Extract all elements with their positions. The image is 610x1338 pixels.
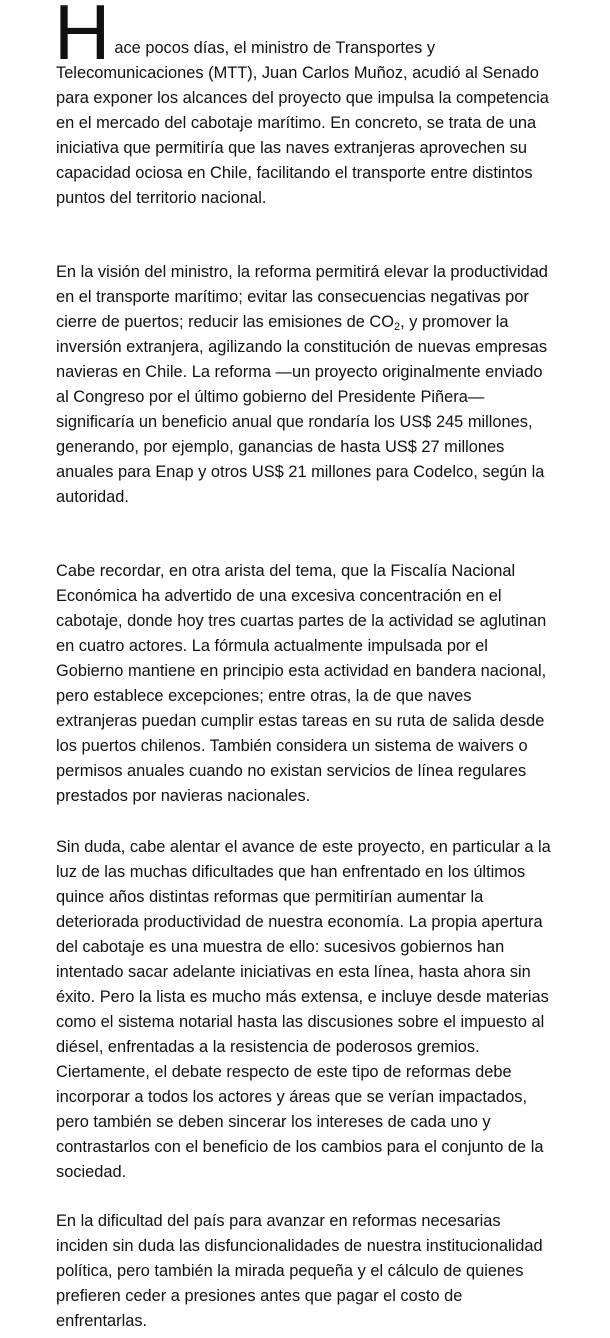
paragraph-3: Cabe recordar, en otra arista del tema, que la Fiscalía Nacional Económica ha advertido de una excesiva concentración en el cabotaje, donde hoy tres cuartas partes de la actividad se aglutinan en cuatro actores. La fórmula actualmente impulsada por el Gobierno mantiene en principio esta actividad en bandera nacional, pero establece excepciones; entre otras, la de que naves extranjeras puedan cumplir estas tareas en su ruta de salida desde los puertos chilenos. También considera un sistema de waivers o permisos anuales cuando no existan servicios de línea regulares prestados por navieras nacionales. xyxy=(56,562,547,805)
paragraph-5: En la dificultad del país para avanzar en reformas necesarias inciden sin duda las disfuncionalidades de nuestra institucionalidad política, pero también la mirada pequeña y el cálculo de quienes prefieren ceder a presiones antes que pagar el costo de enfrentarlas. xyxy=(56,1212,543,1330)
paragraph-2-text-a: En la visión del ministro, la reforma permitirá elevar la productividad en el transporte marítimo; evitar las consecuencias negativas por cierre de puertos; reducir las emisiones de CO xyxy=(56,263,548,331)
paragraph-2-text-b: , y promover la inversión extranjera, agilizando la constitución de nuevas empresas navieras en Chile. La reforma —un proyecto originalmente enviado al Congreso por el último gobierno del Presidente Piñera— significaría un beneficio anual que rondaría los US$ 245 millones, generando, por ejemplo, ganancias de hasta US$ 27 millones anuales para Enap y otros US$ 21 millones para Codelco, según la autoridad. xyxy=(56,313,548,506)
paragraph-2 xyxy=(56,260,556,510)
drop-cap: H xyxy=(54,0,111,76)
paragraph-1 xyxy=(54,0,556,211)
paragraph-4: Sin duda, cabe alentar el avance de este proyecto, en particular a la luz de las muchas dificultades que han enfrentado en los últimos quince años distintas reformas que permitirían aumentar la deteriorada productividad de nuestra economía. La propia apertura del cabotaje es una muestra de ello: sucesivos gobiernos han intentado sacar adelante iniciativas en esta línea, hasta ahora sin éxito. Pero la lista es mucho más extensa, e incluye desde materias como el sistema notarial hasta las discusiones sobre el impuesto al diésel, enfrentadas a la resistencia de poderosos gremios. Ciertamente, el debate respecto de este tipo de reformas debe incorporar a todos los actores y áreas que se verían impactados, pero también se deben sincerar los intereses de cada uno y contrastarlos con el beneficio de los cambios para el conjunto de la sociedad. xyxy=(56,838,551,1181)
co2-subscript: 2 xyxy=(393,321,401,333)
paragraph-1-text: ace pocos días, el ministro de Transportes y Telecomunicaciones (MTT), Juan Carlos Muñoz, acudió al Senado para exponer los alcances del proyecto que impulsa la competencia en el mercado del cabotaje marítimo. En concreto, se trata de una iniciativa que permitiría que las naves extranjeras aprovechen su capacidad ociosa en Chile, facilitando el transporte entre distintos puntos del territorio nacional. xyxy=(56,39,549,207)
